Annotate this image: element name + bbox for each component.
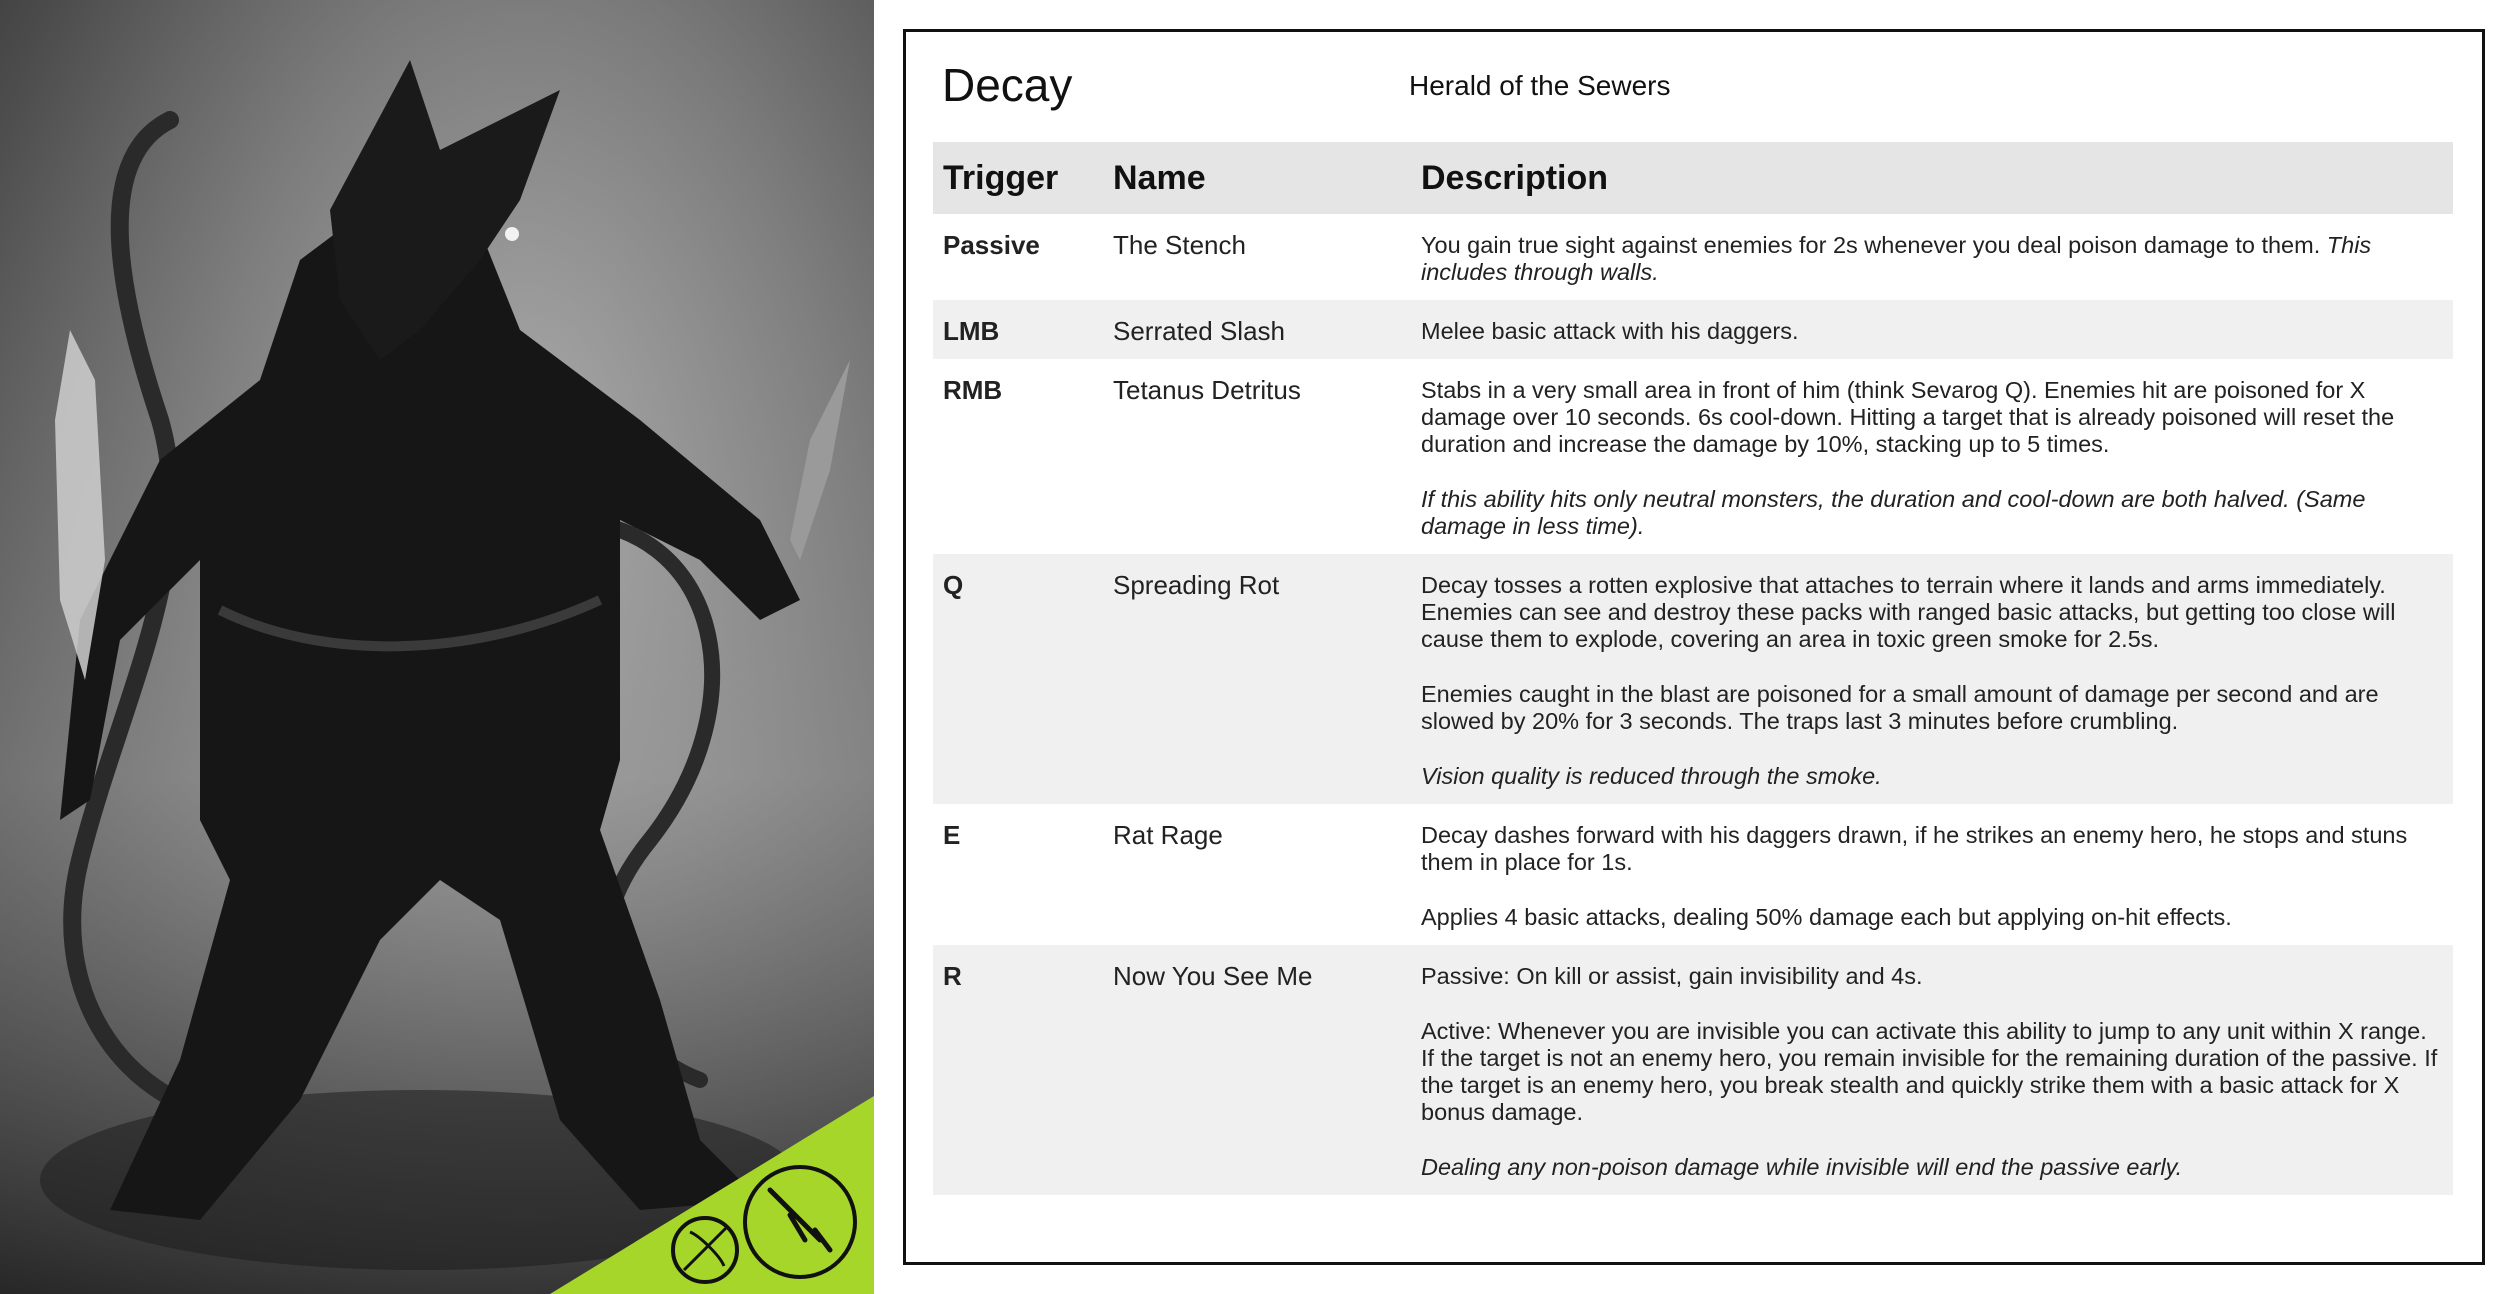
header-name: Name <box>1103 142 1411 214</box>
description-paragraph <box>1421 232 2443 286</box>
ability-name: Spreading Rot <box>1103 554 1411 804</box>
hero-artwork <box>0 0 874 1294</box>
hero-title: Herald of the Sewers <box>1409 70 1671 101</box>
ability-description <box>1411 359 2453 554</box>
table-row <box>933 214 2453 300</box>
ability-trigger: E <box>943 820 961 850</box>
description-text: Stabs in a very small area in front of him (think Sevarog Q). Enemies hit are poisoned for X damage over 10 seconds. 6s cool-down. Hitting a target that is already poisoned will reset the duration and increase the damage by 10%, stacking up to 5 times. <box>1421 377 2395 457</box>
table-header-row <box>933 142 2453 214</box>
description-paragraph <box>1421 681 2443 735</box>
description-text: Active: Whenever you are invisible you can activate this ability to jump to any unit within X range. If the target is not an enemy hero, you remain invisible for the remaining duration of the passive. If the target is an enemy hero, you break stealth and quickly strike them with a basic attack for X bonus damage. <box>1421 1018 2438 1125</box>
header-description: Description <box>1411 142 2453 214</box>
ability-trigger: Passive <box>943 230 1040 260</box>
ability-name: Serrated Slash <box>1103 300 1411 359</box>
description-italic-note: This includes through walls. <box>1421 232 2372 285</box>
description-paragraph <box>1421 904 2443 931</box>
table-row <box>933 359 2453 554</box>
description-paragraph <box>1421 486 2443 540</box>
header-trigger: Trigger <box>933 142 1103 214</box>
ability-trigger: R <box>933 945 1103 1195</box>
description-text: Melee basic attack with his daggers. <box>1421 318 1799 344</box>
ability-table <box>933 142 2453 1195</box>
description-text: Decay tosses a rotten explosive that attaches to terrain where it lands and arms immediately. Enemies can see and destroy these packs with ranged basic attacks, but getting too close will cause them to explode, covering an area in toxic green smoke for 2.5s. <box>1421 572 2396 652</box>
description-paragraph <box>1421 572 2443 653</box>
description-paragraph <box>1421 377 2443 458</box>
description-text: Vision quality is reduced through the smoke. <box>1421 763 1882 789</box>
table-row <box>933 554 2453 804</box>
description-paragraph <box>1421 1154 2443 1181</box>
description-text: Decay dashes forward with his daggers drawn, if he strikes an enemy hero, he stops and stuns them in place for 1s. <box>1421 822 2408 875</box>
description-paragraph <box>1421 1018 2443 1126</box>
description-text: You gain true sight against enemies for 2s whenever you deal poison damage to them. <box>1421 232 2327 258</box>
description-text: Applies 4 basic attacks, dealing 50% damage each but applying on-hit effects. <box>1421 904 2232 930</box>
description-paragraph <box>1421 318 2443 345</box>
ability-trigger: Q <box>933 554 1103 804</box>
hero-name: Decay <box>942 59 1073 111</box>
ability-description <box>1411 300 2453 359</box>
description-paragraph <box>1421 963 2443 990</box>
ability-name: The Stench <box>1113 230 1246 260</box>
description-text: Enemies caught in the blast are poisoned for a small amount of damage per second and are slowed by 20% for 3 seconds. The traps last 3 minutes before crumbling. <box>1421 681 2379 734</box>
ability-description <box>1411 214 2453 300</box>
table-row <box>933 804 2453 945</box>
table-row <box>933 300 2453 359</box>
ability-trigger: RMB <box>943 375 1003 405</box>
description-text: Passive: On kill or assist, gain invisibility and 4s. <box>1421 963 1923 989</box>
ability-name: Rat Rage <box>1113 820 1223 850</box>
ability-name: Now You See Me <box>1103 945 1411 1195</box>
description-text: Dealing any non-poison damage while invisible will end the passive early. <box>1421 1154 2183 1180</box>
table-row <box>933 945 2453 1195</box>
ability-trigger: LMB <box>933 300 1103 359</box>
description-paragraph <box>1421 822 2443 876</box>
ability-description <box>1411 804 2453 945</box>
ability-card <box>903 29 2485 1265</box>
description-text: If this ability hits only neutral monsters, the duration and cool-down are both halved. (Same damage in less time). <box>1421 486 2366 539</box>
ability-description <box>1411 554 2453 804</box>
ability-description <box>1411 945 2453 1195</box>
class-badge <box>0 0 874 1294</box>
ability-name: Tetanus Detritus <box>1113 375 1301 405</box>
description-paragraph <box>1421 763 2443 790</box>
